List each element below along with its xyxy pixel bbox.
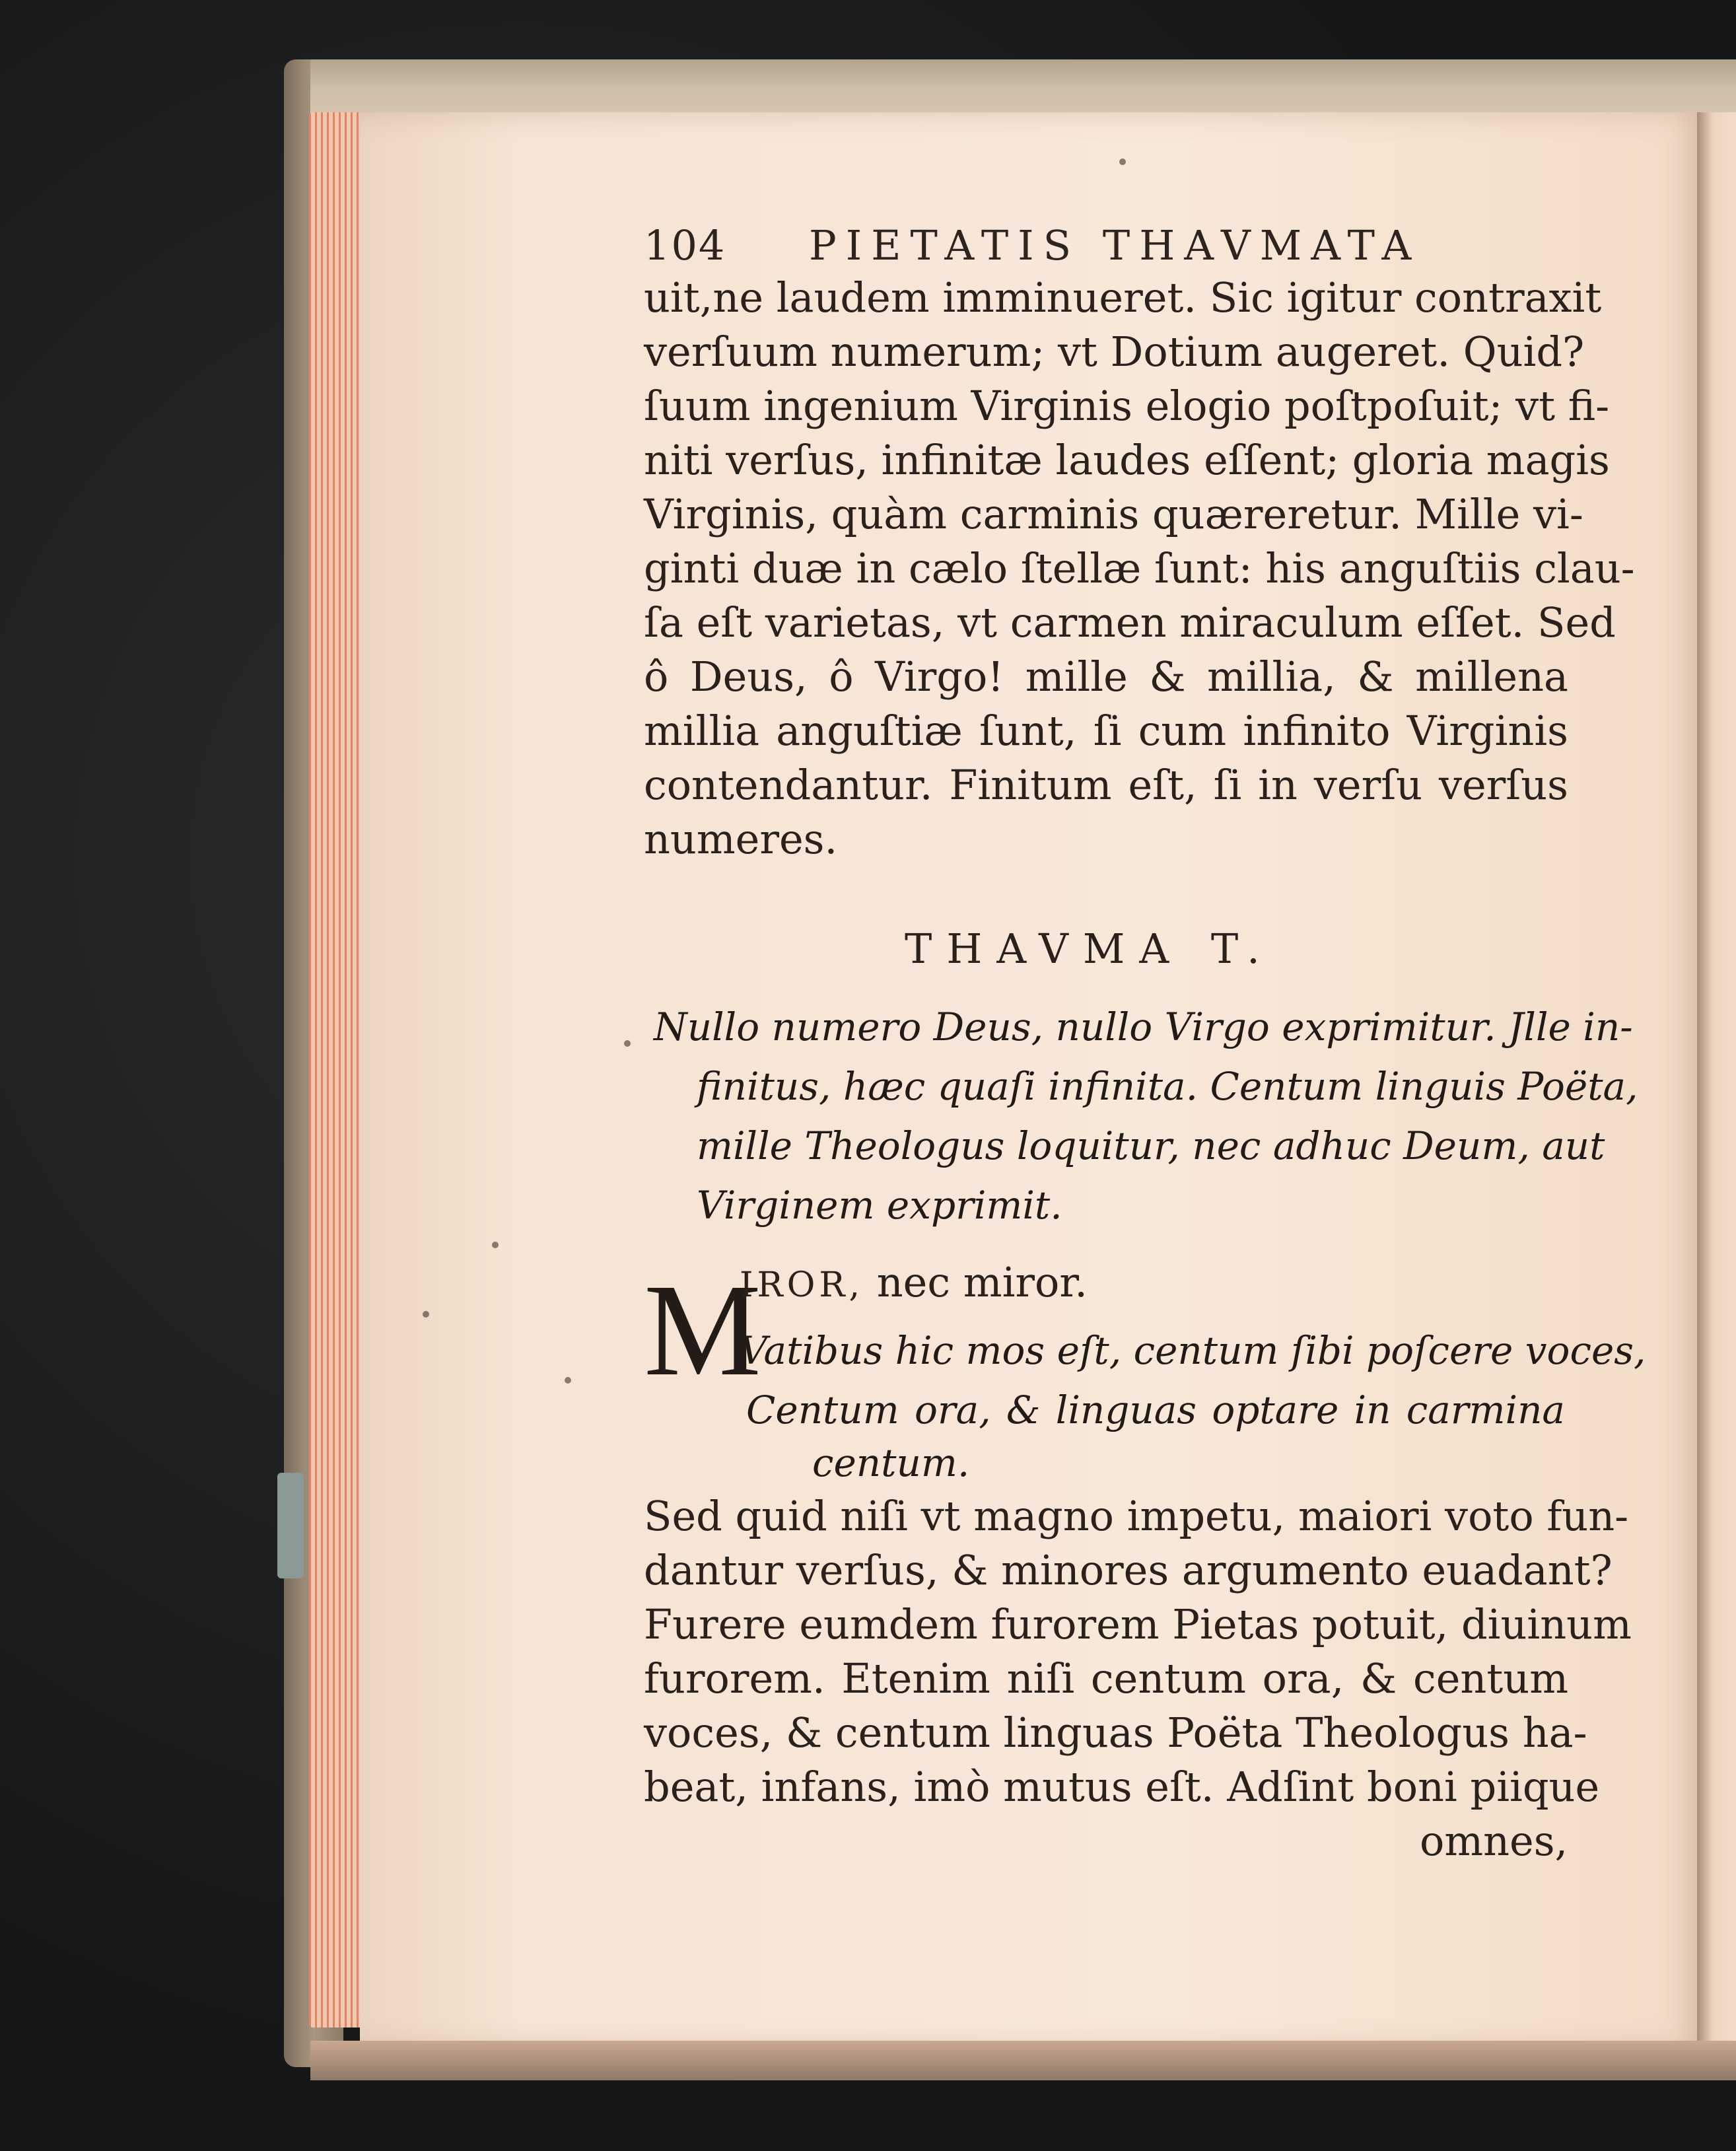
section-title: THAVMA T. bbox=[905, 925, 1274, 973]
book-top-edge bbox=[310, 59, 1736, 119]
paragraph1-line: numeres. bbox=[644, 815, 838, 863]
paragraph1-line: verſuum numerum; vt Dotium augeret. Quid? bbox=[644, 328, 1585, 376]
paragraph2-line: voces, & centum linguas Poëta Theologus ha- bbox=[644, 1709, 1587, 1757]
paper-speck bbox=[624, 1040, 631, 1047]
paragraph2-line: Furere eumdem furorem Pietas potuit, diuinum bbox=[644, 1600, 1632, 1648]
paragraph1-line: millia anguſtiæ ſunt, ſi cum infinito Virginis bbox=[644, 707, 1568, 755]
paragraph1-line: Virginis, quàm carminis quæreretur. Mille vi- bbox=[644, 490, 1583, 538]
paragraph1-line: ô Deus, ô Virgo! mille & millia, & millena bbox=[644, 652, 1568, 701]
paragraph1-line: uit,ne laudem imminueret. Sic igitur contraxit bbox=[644, 273, 1602, 322]
paper-speck bbox=[492, 1242, 499, 1248]
paragraph2-line: dantur verſus, & minores argumento euadant? bbox=[644, 1546, 1613, 1594]
paragraph2-line: furorem. Etenim niſi centum ora, & centum bbox=[644, 1654, 1568, 1703]
miror-smallcaps: IROR, bbox=[740, 1265, 864, 1305]
facing-page-edge bbox=[1697, 112, 1736, 2047]
drop-cap: M bbox=[644, 1257, 761, 1403]
paper-speck bbox=[1119, 159, 1126, 165]
verse-line: centum. bbox=[812, 1440, 970, 1485]
book-bottom-edge bbox=[310, 2041, 1736, 2080]
summary-line: Virginem exprimit. bbox=[697, 1183, 1062, 1228]
paragraph1-line: ſa eſt varietas, vt carmen miraculum eſſet. Sed bbox=[644, 598, 1616, 647]
paragraph2-line: beat, infans, imò mutus eſt. Adſint boni piique bbox=[644, 1763, 1600, 1811]
page-number: 104 bbox=[644, 221, 726, 269]
paragraph2-line: omnes, bbox=[1420, 1817, 1568, 1865]
verse-line: Centum ora, & linguas optare in carmina bbox=[746, 1388, 1565, 1432]
paragraph2-line: Sed quid niſi vt magno impetu, maiori voto fun- bbox=[644, 1492, 1629, 1540]
summary-line: Nullo numero Deus, nullo Virgo exprimitur. Jlle in- bbox=[654, 1005, 1633, 1049]
paragraph1-line: ginti duæ in cælo ſtellæ ſunt: his anguſtiis clau- bbox=[644, 544, 1635, 592]
running-title: PIETATIS THAVMATA bbox=[809, 221, 1421, 269]
paper-speck bbox=[423, 1311, 429, 1318]
verse-line: Vatibus hic mos eſt, centum ſibi poſcere voces, bbox=[740, 1328, 1646, 1373]
paragraph1-line: niti verſus, infinitæ laudes eſſent; gloria magis bbox=[644, 436, 1610, 484]
summary-line: mille Theologus loquitur, nec adhuc Deum, aut bbox=[697, 1123, 1605, 1168]
paragraph1-line: ſuum ingenium Virginis elogio poſtpoſuit; vt fi- bbox=[644, 382, 1610, 430]
summary-line: finitus, hæc quaſi infinita. Centum linguis Poëta, bbox=[697, 1064, 1638, 1109]
paragraph1-line: contendantur. Finitum eſt, ſi in verſu verſus bbox=[644, 761, 1568, 809]
clasp bbox=[277, 1473, 304, 1578]
miror-rest: nec miror. bbox=[864, 1258, 1088, 1306]
paper-speck bbox=[565, 1377, 571, 1384]
miror-line bbox=[740, 1258, 1088, 1306]
